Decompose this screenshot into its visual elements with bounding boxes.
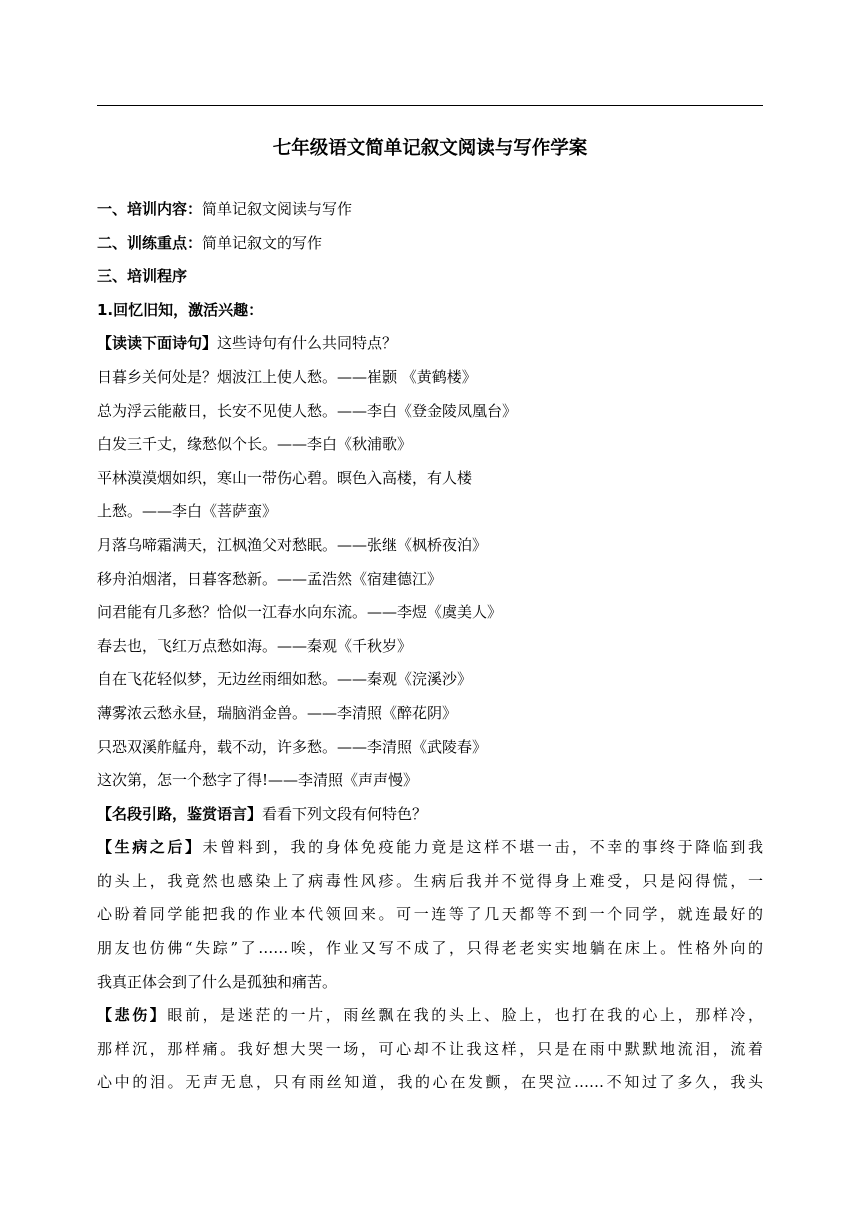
section-label: 二、训练重点： [97, 233, 203, 252]
passage-block-intro [97, 798, 763, 832]
poem-line: 移舟泊烟渚，日暮客愁新。——孟浩然《宿建德江》 [97, 569, 443, 588]
section-training-content [97, 193, 763, 227]
section-label: 一、培训内容： [97, 200, 203, 218]
paragraph-line: 心中的泪。无声无息，只有雨丝知道，我的心在发颤，在哭泣……不知过了多久，我头 [97, 1073, 763, 1092]
passage-block-label: 【名段引路，鉴赏语言】 [97, 804, 263, 823]
poem-line: 上愁。——李白《菩萨蛮》 [97, 502, 278, 521]
poem-line: 春去也，飞红万点愁如海。——秦观《千秋岁》 [97, 636, 413, 655]
poem-line: 总为浮云能蔽日，长安不见使人愁。——李白《登金陵凤凰台》 [97, 401, 518, 420]
poem-line: 月落乌啼霜满天，江枫渔父对愁眠。——张继《枫桥夜泊》 [97, 535, 488, 554]
paragraph-line: 的头上，我竟然也感染上了病毒性风疹。生病后我并不觉得身上难受，只是闷得慌，一 [97, 871, 763, 890]
paragraph-line: 朋友也仿佛“失踪”了……唉，作业又写不成了，只得老老实实地躺在床上。性格外向的 [97, 939, 763, 958]
paragraph-line: 我真正体会到了什么是孤独和痛苦。 [97, 972, 338, 991]
page-title: 七年级语文简单记叙文阅读与写作学案 [272, 138, 588, 159]
poem-line: 这次第，怎一个愁字了得!——李清照《声声慢》 [97, 771, 419, 790]
paragraph-line: 那样沉，那样痛。我好想大哭一场，可心却不让我这样，只是在雨中默默地流泪，流着 [97, 1039, 763, 1058]
poem-line: 薄雾浓云愁永昼，瑞脑消金兽。——李清照《醉花阴》 [97, 703, 458, 722]
document-body [97, 193, 763, 1100]
paragraph-line [97, 999, 763, 1033]
poem-line: 只恐双溪舴艋舟，载不动，许多愁。——李清照《武陵春》 [97, 737, 488, 756]
poem-line: 白发三千丈，缘愁似个长。——李白《秋浦歌》 [97, 435, 413, 454]
step1-heading: 1.回忆旧知，激活兴趣： [97, 300, 264, 319]
poem-line: 问君能有几多愁？恰似一江春水向东流。——李煜《虞美人》 [97, 603, 503, 622]
passage-block-question: 看看下列文段有何特色？ [262, 804, 428, 823]
poem-block-question: 这些诗句有什么共同特点？ [217, 334, 398, 353]
paragraph-label: 【悲伤】 [97, 1006, 168, 1025]
header-rule [97, 105, 763, 106]
section-text: 简单记叙文阅读与写作 [202, 200, 353, 218]
section-text: 简单记叙文的写作 [202, 233, 323, 252]
paragraph-line [97, 831, 763, 865]
poem-block-intro [97, 327, 763, 361]
poem-line: 日暮乡关何处是？烟波江上使人愁。——崔颢 《黄鹤楼》 [97, 367, 477, 386]
paragraph-text: 未曾料到，我的身体免疫能力竟是这样不堪一击，不幸的事终于降临到我 [202, 838, 763, 857]
paragraph-text: 眼前，是迷茫的一片，雨丝飘在我的头上、脸上，也打在我的心上，那样冷， [167, 1006, 763, 1025]
section-training-procedure [97, 260, 763, 294]
poem-line: 自在飞花轻似梦，无边丝雨细如愁。——秦观《浣溪沙》 [97, 670, 473, 689]
paragraph-label: 【生病之后】 [97, 838, 203, 857]
poem-block-label: 【读读下面诗句】 [97, 334, 218, 353]
section-label: 三、培训程序 [97, 267, 188, 286]
paragraph-line: 心盼着同学能把我的作业本代领回来。可一连等了几天都等不到一个同学，就连最好的 [97, 905, 763, 924]
poem-line: 平林漠漠烟如织，寒山一带伤心碧。暝色入高楼，有人楼 [97, 468, 473, 487]
section-training-focus [97, 227, 763, 261]
